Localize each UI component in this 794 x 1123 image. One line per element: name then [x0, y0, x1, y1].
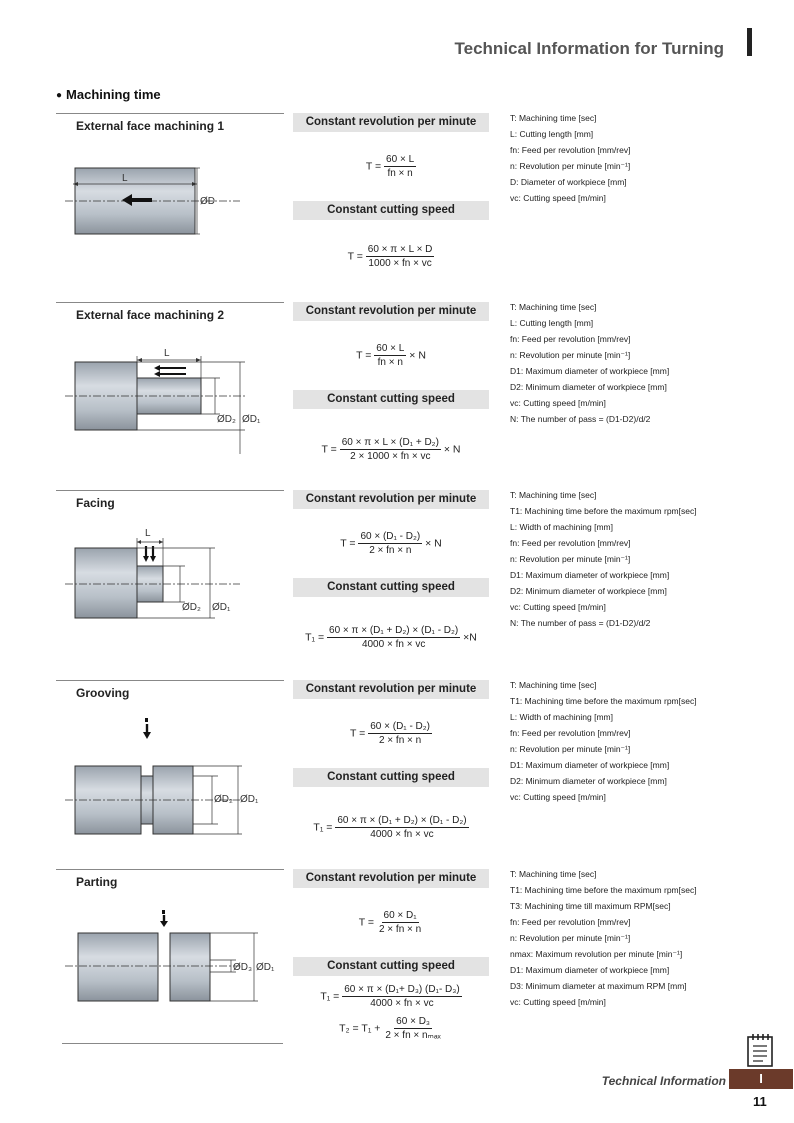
formula-lhs: T₁ =	[313, 821, 333, 834]
formula-numerator: 60 × (D₁ - D₂)	[360, 531, 421, 542]
variable-item: vc: Cutting speed [m/min]	[510, 398, 606, 408]
header-constant-speed: Constant cutting speed	[293, 201, 489, 220]
formula-fraction	[327, 625, 460, 650]
formula-fraction	[383, 1016, 443, 1041]
divider	[56, 490, 284, 491]
formula-denominator: 4000 × fn × vc	[370, 829, 434, 840]
variable-item: fn: Feed per revolution [mm/rev]	[510, 917, 631, 927]
formula-denominator: fn × n	[387, 168, 413, 179]
variable-item: T: Machining time [sec]	[510, 680, 597, 690]
block-title: Grooving	[76, 686, 130, 700]
variable-item: D2: Minimum diameter of workpiece [mm]	[510, 382, 667, 392]
variable-item: T: Machining time [sec]	[510, 113, 597, 123]
formula-numerator: 60 × D₁	[383, 910, 417, 921]
formula-lhs: T =	[358, 916, 375, 929]
variable-item: L: Cutting length [mm]	[510, 318, 594, 328]
variable-item: T1: Machining time before the maximum rpm[sec]	[510, 506, 697, 516]
variable-list	[510, 299, 780, 427]
label-L: L	[122, 173, 128, 184]
footer-divider	[62, 1043, 283, 1044]
variable-item: L: Width of machining [mm]	[510, 712, 613, 722]
bullet-icon: ●	[56, 90, 63, 101]
variable-item: D: Diameter of workpiece [mm]	[510, 177, 627, 187]
formula-denominator: 2 × fn × n	[378, 924, 422, 935]
block-title: Facing	[76, 496, 115, 510]
formula-denominator: 2 × fn × nₘₐₓ	[385, 1030, 441, 1041]
external-face-2-diagram	[60, 326, 290, 466]
divider	[56, 869, 284, 870]
label-D2: ØD₂	[182, 602, 201, 613]
formulas	[293, 869, 489, 1060]
block-grooving	[0, 680, 794, 870]
formula-fraction	[368, 721, 432, 746]
label-L: L	[145, 528, 151, 539]
label-D2: ØD₂	[214, 794, 233, 805]
footer-label: Technical Information	[601, 1074, 726, 1088]
section-title	[56, 87, 161, 102]
tool-down-arrow-icon	[143, 718, 151, 739]
block-parting	[0, 869, 794, 1039]
formula-numerator: 60 × π × (D₁ + D₂) × (D₁ - D₂)	[329, 625, 459, 636]
formula-lhs: T₁ =	[320, 990, 340, 1003]
label-L: L	[164, 348, 170, 359]
formula-tail: × N	[425, 537, 442, 550]
label-D1: ØD₁	[212, 602, 231, 613]
formula-numerator: 60 × π × L × D	[367, 244, 433, 255]
label-D1: ØD₁	[256, 962, 275, 973]
variable-item: n: Revolution per minute [min⁻¹]	[510, 554, 631, 564]
formula-lhs: T =	[365, 160, 382, 173]
variable-item: D1: Maximum diameter of workpiece [mm]	[510, 366, 670, 376]
header-constant-rpm: Constant revolution per minute	[293, 869, 489, 888]
grooving-diagram	[60, 704, 290, 844]
formula-fraction	[335, 815, 468, 840]
variable-item: T1: Machining time before the maximum rpm[sec]	[510, 885, 697, 895]
feed-arrows-icon	[154, 365, 186, 377]
header-constant-speed: Constant cutting speed	[293, 578, 489, 597]
formula-denominator: 4000 × fn × vc	[370, 998, 434, 1009]
formula-lhs: T₁ =	[305, 631, 325, 644]
variable-item: N: The number of pass = (D1-D2)/d/2	[510, 618, 651, 628]
variable-item: T3: Machining time till maximum RPM[sec]	[510, 901, 671, 911]
variable-item: fn: Feed per revolution [mm/rev]	[510, 145, 631, 155]
block-title: External face machining 2	[76, 308, 225, 322]
formulas	[293, 490, 489, 665]
formulas	[293, 680, 489, 855]
formula-fraction	[377, 910, 423, 935]
section-title-text: Machining time	[66, 87, 161, 102]
label-diameter-D: ØD	[200, 196, 215, 207]
formula-fraction	[358, 531, 422, 556]
variable-item: T1: Machining time before the maximum rpm[sec]	[510, 696, 697, 706]
label-D1: ØD₁	[240, 794, 259, 805]
variable-item: n: Revolution per minute [min⁻¹]	[510, 744, 631, 754]
header-constant-rpm: Constant revolution per minute	[293, 490, 489, 509]
page-header-title: Technical Information for Turning	[454, 39, 724, 58]
variable-list	[510, 866, 780, 1010]
formula-fraction	[384, 154, 416, 179]
block-facing	[0, 490, 794, 680]
formulas	[293, 113, 489, 288]
formula-lhs: T =	[350, 727, 366, 740]
formula-fraction	[342, 984, 461, 1009]
variable-item: n: Revolution per minute [min⁻¹]	[510, 350, 631, 360]
variable-list	[510, 677, 780, 805]
external-face-1-diagram	[60, 137, 290, 277]
header-constant-rpm: Constant revolution per minute	[293, 302, 489, 321]
variable-item: D1: Maximum diameter of workpiece [mm]	[510, 760, 670, 770]
variable-item: vc: Cutting speed [m/min]	[510, 997, 606, 1007]
feed-arrows-down-icon	[143, 546, 156, 562]
header-constant-rpm: Constant revolution per minute	[293, 113, 489, 132]
formula-fraction	[340, 437, 441, 462]
formula-lhs: T =	[340, 537, 356, 550]
formula-lhs: T =	[347, 250, 363, 263]
facing-diagram	[60, 514, 290, 654]
variable-item: nmax: Maximum revolution per minute [min⁻¹]	[510, 949, 683, 959]
label-D3: ØD₃	[233, 962, 253, 973]
formula-denominator: fn × n	[377, 357, 403, 368]
formula-lhs: T =	[321, 443, 337, 456]
formula-tail: ×N	[463, 631, 477, 644]
label-D1: ØD₁	[242, 414, 261, 425]
page-number: 11	[753, 1094, 767, 1109]
variable-item: N: The number of pass = (D1-D2)/d/2	[510, 414, 651, 424]
formula-denominator: 2 × 1000 × fn × vc	[350, 451, 431, 462]
variable-item: vc: Cutting speed [m/min]	[510, 193, 606, 203]
variable-item: n: Revolution per minute [min⁻¹]	[510, 933, 631, 943]
variable-item: L: Cutting length [mm]	[510, 129, 594, 139]
header-chapter-bar	[747, 28, 752, 56]
formula-denominator: 2 × fn × n	[369, 545, 412, 556]
block-title: External face machining 1	[76, 119, 225, 133]
header-constant-speed: Constant cutting speed	[293, 957, 489, 976]
formula-lhs: T =	[356, 349, 372, 362]
formula-numerator: 60 × D₃	[396, 1016, 430, 1027]
formulas	[293, 302, 489, 477]
formula-numerator: 60 × (D₁ - D₂)	[370, 721, 430, 732]
variable-item: vc: Cutting speed [m/min]	[510, 602, 606, 612]
variable-item: D2: Minimum diameter of workpiece [mm]	[510, 586, 667, 596]
variable-item: D2: Minimum diameter of workpiece [mm]	[510, 776, 667, 786]
formula-lhs: T₂ = T₁ +	[339, 1022, 381, 1035]
variable-item: fn: Feed per revolution [mm/rev]	[510, 728, 631, 738]
formula-numerator: 60 × π × (D₁+ D₃) (D₁- D₃)	[344, 984, 460, 995]
header-constant-speed: Constant cutting speed	[293, 390, 489, 409]
variable-item: fn: Feed per revolution [mm/rev]	[510, 538, 631, 548]
formula-denominator: 4000 × fn × vc	[361, 639, 426, 650]
formula-fraction	[366, 244, 435, 269]
variable-item: vc: Cutting speed [m/min]	[510, 792, 606, 802]
divider	[56, 113, 284, 114]
variable-item: T: Machining time [sec]	[510, 302, 597, 312]
footer-chapter-tab: I	[729, 1069, 793, 1089]
variable-item: n: Revolution per minute [min⁻¹]	[510, 161, 631, 171]
parting-diagram	[60, 893, 290, 1033]
tool-down-arrow-icon	[160, 910, 168, 927]
divider	[56, 302, 284, 303]
formula-tail: × N	[409, 349, 426, 362]
variable-item: fn: Feed per revolution [mm/rev]	[510, 334, 631, 344]
label-D2: ØD₂	[217, 414, 236, 425]
header-constant-speed: Constant cutting speed	[293, 768, 489, 787]
formula-fraction	[374, 343, 406, 368]
block-external-face-1	[0, 113, 794, 303]
variable-list	[510, 487, 780, 631]
divider	[56, 680, 284, 681]
variable-list	[510, 110, 780, 206]
block-title: Parting	[76, 875, 118, 889]
variable-item: T: Machining time [sec]	[510, 869, 597, 879]
formula-denominator: 2 × fn × n	[378, 735, 422, 746]
formula-tail: × N	[443, 443, 461, 456]
formula-numerator: 60 × π × L × (D₁ + D₂)	[341, 437, 439, 448]
variable-item: T: Machining time [sec]	[510, 490, 597, 500]
header-constant-rpm: Constant revolution per minute	[293, 680, 489, 699]
formula-denominator: 1000 × fn × vc	[368, 258, 432, 269]
variable-item: D3: Minimum diameter at maximum RPM [mm]	[510, 981, 687, 991]
variable-item: L: Width of machining [mm]	[510, 522, 613, 532]
notebook-icon	[745, 1032, 775, 1068]
formula-numerator: 60 × L	[376, 343, 405, 354]
variable-item: D1: Maximum diameter of workpiece [mm]	[510, 570, 670, 580]
variable-item: D1: Maximum diameter of workpiece [mm]	[510, 965, 670, 975]
formula-numerator: 60 × L	[386, 154, 415, 165]
block-external-face-2	[0, 302, 794, 492]
formula-numerator: 60 × π × (D₁ + D₂) × (D₁ - D₂)	[337, 815, 467, 826]
